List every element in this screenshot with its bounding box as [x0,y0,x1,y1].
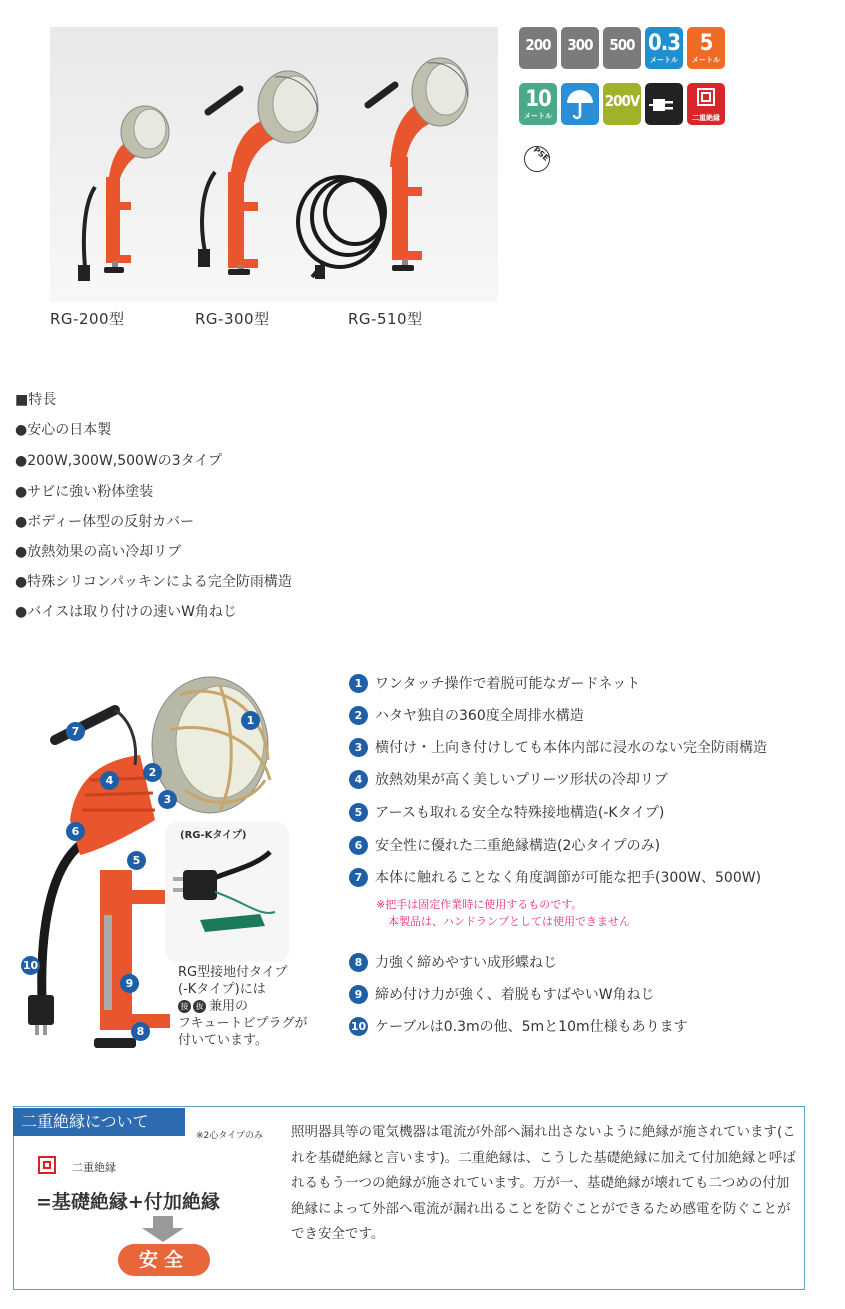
model-label-rg300: RG-300型 [195,310,270,328]
double-insulation-label: 二重絶縁 [72,1161,116,1174]
list-item: アースも取れる安全な特殊接地構造(-Kタイプ) [375,805,665,821]
box-body-text: 照明器具等の電気機器は電流が外部へ漏れ出さないように絶縁が施されています(これを基礎絶縁と言います)。二重絶縁は、こうした基礎絶縁に加えて付加絶縁と呼ばれるもう一つの絶縁が施されています。万が一、基礎絶縁が壊れても二つめの付加絶縁によって外部へ電流が漏れ出ることを防ぐことができるため感電を防ぐことができ安全です。 [291,1124,796,1242]
list-item: ハタヤ独自の360度全周排水構造 [375,708,584,724]
list-num-1: 1 [349,674,368,693]
list-num-10: 10 [349,1017,368,1036]
feature-item: ●サビに強い粉体塗装 [15,484,154,500]
double-insulation-icon: 二重絶縁 [687,83,725,125]
feature-item: ●バイスは取り付けの速いW角ねじ [15,604,237,620]
inset-label: (RG-Kタイプ) [180,830,247,841]
feature-item: ●放熱効果の高い冷却リブ [15,544,182,560]
safe-badge: 安全 [118,1244,210,1276]
caption-line: 付いています。 [178,1033,268,1048]
box-note: ※2心タイプのみ [196,1131,263,1141]
caption-line: 兼用の [209,999,249,1014]
double-insulation-mark-icon [38,1156,56,1174]
list-num-4: 4 [349,770,368,789]
badge-cable-0-3m: 0.3 メートル [645,27,683,69]
list-num-2: 2 [349,706,368,725]
list-num-5: 5 [349,803,368,822]
box-title: 二重絶縁について [13,1108,185,1136]
list-num-7: 7 [349,868,368,887]
feature-item: ●ボディー体型の反射カバー [15,514,195,530]
ground-mark-icon: 接 [178,1000,191,1013]
callout-6: 6 [66,822,85,841]
feature-item: ●200W,300W,500Wの3タイプ [15,453,223,469]
callout-8: 8 [131,1022,150,1041]
callout-9: 9 [120,974,139,993]
handle-note: ※把手は固定作業時に使用するものです。 [376,898,583,911]
list-item: 安全性に優れた二重絶縁構造(2心タイプのみ) [375,838,661,854]
list-num-3: 3 [349,738,368,757]
callout-5: 5 [127,851,146,870]
callout-3: 3 [158,790,177,809]
handle-warning: 本製品は、ハンドランプとしては使用できません [388,915,630,928]
plug-icon [645,83,683,125]
arrow-down-icon [138,1216,188,1246]
list-item: 本体に触れることなく角度調節が可能な把手(300W、500W) [375,870,762,886]
badge-cable-5m: 5 メートル [687,27,725,69]
pse-mark: PSE [519,141,556,178]
badge-200v: 200V [603,83,641,125]
lamp-rg510-image [298,58,468,279]
list-num-6: 6 [349,836,368,855]
badge-500w: 500 [603,27,641,69]
list-item: 力強く締めやすい成形蝶ねじ [375,955,557,971]
list-item: 放熱効果が高く美しいプリーツ形状の冷却リブ [375,772,668,788]
badge-200w: 200 [519,27,557,69]
list-num-8: 8 [349,953,368,972]
product-photo [50,27,498,302]
callout-2: 2 [143,763,162,782]
caption-line: RG型接地付タイプ [178,965,288,980]
list-num-9: 9 [349,985,368,1004]
model-label-rg200: RG-200型 [50,310,125,328]
model-label-rg510: RG-510型 [348,310,423,328]
badge-cable-10m: 10 メートル [519,83,557,125]
list-item: ワンタッチ操作で着脱可能なガードネット [375,676,641,692]
pullout-mark-icon: 抜 [193,1000,206,1013]
list-item: 横付け・上向き付けしても本体内部に浸水のない完全防雨構造 [375,740,767,756]
feature-item: ●特殊シリコンパッキンによる完全防雨構造 [15,574,292,590]
features-heading: ■特長 [15,392,57,408]
callout-10: 10 [21,956,40,975]
feature-item: ●安心の日本製 [15,422,112,438]
callout-4: 4 [100,771,119,790]
lamp-rg200-image [78,106,169,281]
caption-line: (-Kタイプ)には [178,982,266,997]
list-item: ケーブルは0.3mの他、5mと10m仕様もあります [375,1019,688,1035]
insulation-formula: =基礎絶縁+付加絶縁 [36,1191,220,1213]
lamp-rg300-image [198,71,318,275]
caption-line: フキュートビプラグが [178,1016,308,1031]
callout-1: 1 [241,711,260,730]
badge-300w: 300 [561,27,599,69]
plug-inset [165,822,289,962]
callout-7: 7 [66,722,85,741]
list-item: 締め付け力が強く、着脱もすばやいW角ねじ [375,987,655,1003]
umbrella-icon [561,83,599,125]
